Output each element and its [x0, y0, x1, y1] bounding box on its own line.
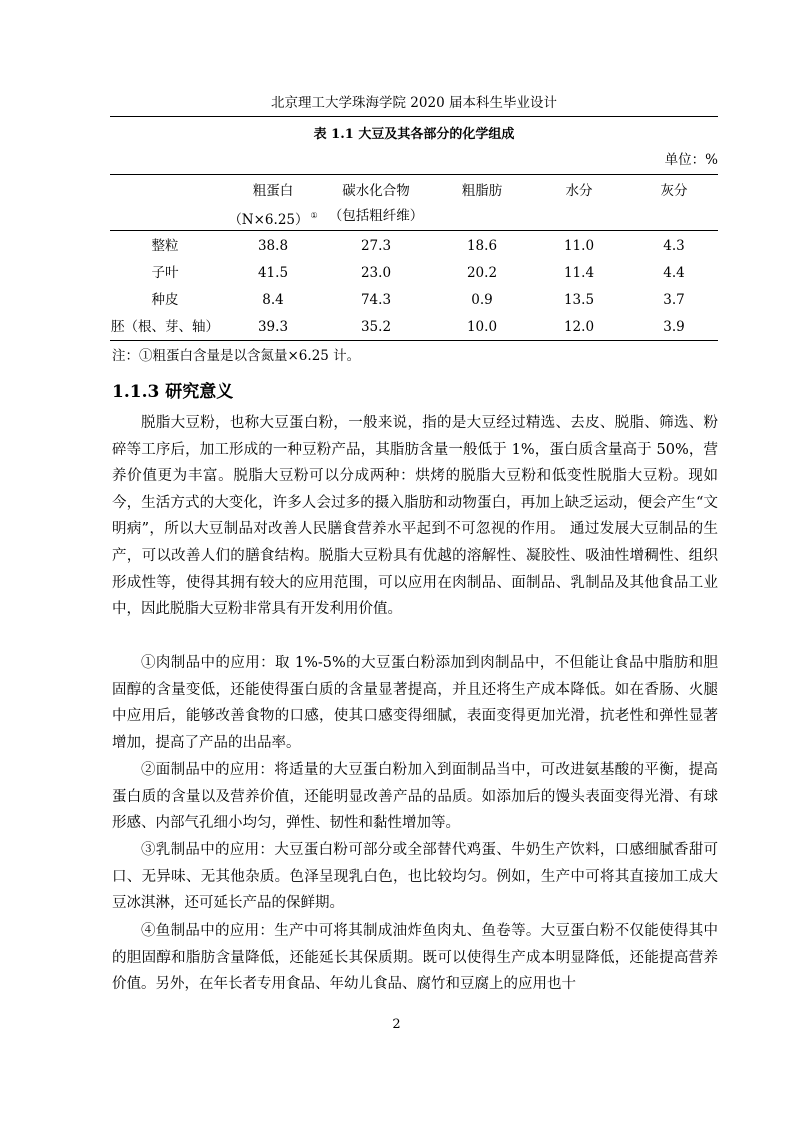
- table-header-crude-protein: 粗蛋白: [252, 183, 294, 199]
- table-cell: 41.5: [257, 265, 289, 281]
- table-unit-label: 单位：%: [664, 152, 718, 168]
- header-rule: [110, 116, 718, 117]
- table-row-label: 子叶: [151, 265, 179, 281]
- table-cell: 18.6: [466, 238, 498, 254]
- table-cell: 38.8: [257, 238, 289, 254]
- table-caption: 表 1.1 大豆及其各部分的化学组成: [313, 127, 515, 142]
- table-row-label: 整粒: [151, 238, 179, 254]
- table-header-carbohydrate: 碳水化合物: [342, 183, 410, 199]
- table-header-crude-protein-note: （N×6.25） ①: [228, 211, 318, 228]
- table-header-carbohydrate-note: （包括粗纤维）: [328, 208, 424, 224]
- table-cell: 4.4: [663, 265, 685, 281]
- table-top-rule: [110, 174, 718, 175]
- table-cell: 13.5: [563, 292, 595, 308]
- table-footnote: 注：①粗蛋白含量是以含氮量×6.25 计。: [112, 348, 361, 364]
- body-paragraph: ①肉制品中的应用：取 1%-5%的大豆蛋白粉添加到肉制品中，不但能让食品中脂肪和胆固醇的含量变低，还能使得蛋白质的含量显著提高，并且还将生产成本降低。如在香肠、火腿中应用后，能够改善食物的口感，使其口感变得细腻，表面变得更加光滑，抗老性和弹性显著增加，提高了产品的出品率。: [112, 655, 718, 751]
- body-paragraph: ②面制品中的应用：将适量的大豆蛋白粉加入到面制品当中，可改进氨基酸的平衡，提高蛋白质的含量以及营养价值，还能明显改善产品的品质。如添加后的馒头表面变得光滑、有球形感、内部气孔细小均匀，弹性、韧性和黏性增加等。: [112, 762, 718, 832]
- table-cell: 11.0: [563, 238, 595, 254]
- table-header-rule: [110, 230, 718, 231]
- table-cell: 20.2: [466, 265, 498, 281]
- table-cell: 11.4: [563, 265, 595, 281]
- table-cell: 3.7: [663, 292, 685, 308]
- table-cell: 39.3: [257, 319, 289, 335]
- body-paragraph: ④鱼制品中的应用：生产中可将其制成油炸鱼肉丸、鱼卷等。大豆蛋白粉不仅能使得其中的胆固醇和脂肪含量降低，还能延长其保质期。既可以使得生产成本明显降低，还能提高营养价值。另外，在年长者专用食品、年幼儿食品、腐竹和豆腐上的应用也十: [112, 923, 718, 993]
- table-cell: 0.9: [471, 292, 493, 308]
- body-paragraph: ③乳制品中的应用：大豆蛋白粉可部分或全部替代鸡蛋、牛奶生产饮料，口感细腻香甜可口、无异味、无其他杂质。色泽呈现乳白色，也比较均匀。例如，生产中可将其直接加工成大豆冰淇淋，还可延长产品的保鲜期。: [112, 842, 718, 912]
- table-header-moisture: 水分: [565, 183, 593, 199]
- table-cell: 23.0: [360, 265, 392, 281]
- body-paragraph: 脱脂大豆粉，也称大豆蛋白粉，一般来说，指的是大豆经过精选、去皮、脱脂、筛选、粉碎等工序后，加工形成的一种豆粉产品，其脂肪含量一般低于 1%，蛋白质含量高于 50%，营养价值更为丰富。脱脂大豆粉可以分成两种：烘烤的脱脂大豆粉和低变性脱脂大豆粉。现如今，生活方式的大变化，许多人会过多的摄入脂肪和动物蛋白，再加上缺乏运动，便会产生“文明病”，所以大豆制品对改善人民膳食营养水平起到不可忽视的作用。 通过发展大豆制品的生产，可以改善人们的膳食结构。脱脂大豆粉具有优越的溶解性、凝胶性、吸油性增稠性、组织形成性等，使得其拥有较大的应用范围，可以应用在肉制品、面制品、乳制品及其他食品工业中，因此脱脂大豆粉非常具有开发利用价值。: [112, 415, 718, 618]
- table-bottom-rule: [110, 340, 718, 341]
- table-row-label: 种皮: [151, 292, 179, 308]
- running-header: 北京理工大学珠海学院 2020 届本科生毕业设计: [271, 95, 557, 111]
- table-cell: 3.9: [663, 319, 685, 335]
- table-cell: 74.3: [360, 292, 392, 308]
- table-header-ash: 灰分: [660, 183, 688, 199]
- footnote-marker: ①: [310, 211, 318, 220]
- table-header-crude-fat: 粗脂肪: [461, 183, 503, 199]
- table-cell: 12.0: [563, 319, 595, 335]
- section-heading: 1.1.3 研究意义: [112, 382, 234, 402]
- table-cell: 4.3: [663, 238, 685, 254]
- page-number: 2: [392, 1017, 401, 1032]
- table-cell: 35.2: [360, 319, 392, 335]
- table-row-label: 胚（根、芽、轴）: [111, 319, 219, 335]
- table-cell: 27.3: [360, 238, 392, 254]
- table-cell: 10.0: [466, 319, 498, 335]
- table-cell: 8.4: [262, 292, 284, 308]
